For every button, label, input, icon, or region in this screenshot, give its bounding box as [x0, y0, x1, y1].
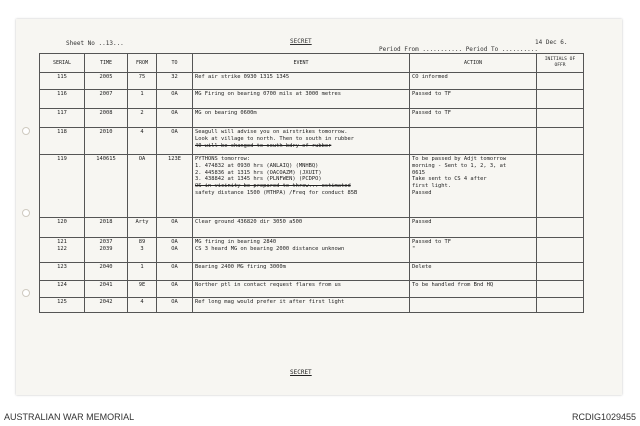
action-cell [410, 263, 537, 281]
to-cell-text: OA [171, 110, 178, 116]
serial-cell-text: 115 [57, 74, 67, 80]
log-table [39, 53, 584, 313]
from-cell-text: Arty [135, 219, 149, 225]
event-line: Look at village to north. Then to south in rubber [195, 135, 355, 142]
event-cell [193, 238, 410, 263]
event-cell [193, 218, 410, 238]
action-line: 0615 [412, 169, 425, 176]
event-cell [193, 128, 410, 155]
to-cell [157, 109, 193, 128]
from-cell [128, 73, 157, 90]
col-initials: INITIALS OF OFFR [537, 54, 584, 73]
to-cell [157, 90, 193, 109]
from-cell [128, 298, 157, 313]
action-cell [410, 128, 537, 155]
event-line: 1. 474832 at 0930 hrs (ANLAIQ) (MNHBQ) [195, 162, 319, 169]
initials-cell [537, 218, 584, 238]
action-cell [410, 73, 537, 90]
action-cell [410, 90, 537, 109]
action-line: Passed to TF [412, 239, 451, 245]
punch-hole [22, 127, 30, 135]
from-cell [128, 155, 157, 218]
serial-cell-text: 120 [57, 219, 67, 225]
to-cell [157, 73, 193, 90]
time-cell-text: 2007 [99, 91, 113, 97]
serial-cell [40, 218, 85, 238]
serial-cell [40, 238, 85, 263]
initials-cell [537, 73, 584, 90]
event-cell [193, 73, 410, 90]
table-header-row [40, 54, 584, 73]
table-row [40, 73, 584, 90]
from-cell-text: 1 [140, 264, 144, 270]
table-row [40, 263, 584, 281]
event-cell [193, 298, 410, 313]
action-cell [410, 298, 537, 313]
to-cell [157, 281, 193, 298]
date: 14 Dec 6. [535, 39, 568, 46]
event-line: Seagull will advise you on airstrikes tomorrow. [195, 129, 348, 135]
table-row [40, 128, 584, 155]
time-cell-text: 2010 [99, 129, 113, 135]
from-cell-text: 4 [140, 299, 144, 305]
serial-cell-text: 121 [57, 239, 67, 245]
event-cell [193, 281, 410, 298]
event-cell [193, 263, 410, 281]
initials-cell [537, 109, 584, 128]
serial-cell-text: 118 [57, 129, 67, 135]
from-cell [128, 128, 157, 155]
table-row [40, 281, 584, 298]
serial-cell-text: 122 [57, 245, 67, 252]
classification-bottom: SECRET [290, 369, 312, 376]
action-line: Take sent to CS 4 after [412, 176, 487, 183]
table-row [40, 109, 584, 128]
document-sheet [16, 19, 622, 395]
sheet-number: Sheet No ..13... [66, 40, 124, 47]
action-line: To be passed by Adjt tomorrow [412, 156, 507, 162]
initials-cell [537, 263, 584, 281]
from-cell-text: 89 [138, 239, 146, 245]
col-to: TO [157, 54, 193, 73]
to-cell [157, 155, 193, 218]
initials-cell [537, 128, 584, 155]
time-cell-text: 140615 [96, 156, 116, 162]
from-cell-text: 4 [140, 129, 144, 135]
action-line: CO informed [412, 74, 448, 80]
action-cell [410, 281, 537, 298]
time-cell [85, 263, 128, 281]
event-line: CS 3 heard MG on bearing 2000 distance unknown [195, 245, 345, 252]
from-cell-text: 3 [140, 245, 144, 252]
serial-cell [40, 73, 85, 90]
event-line: Bearing 2400 MG firing 3000m [195, 264, 286, 270]
from-cell-text: OA [138, 156, 146, 162]
event-line: MG firing in bearing 2840 [195, 239, 277, 245]
time-cell [85, 73, 128, 90]
action-line: Passed [412, 189, 432, 196]
serial-cell [40, 90, 85, 109]
event-line: safety distance 1500 (MTHPA) /Freq for conduct 85B [195, 189, 358, 196]
event-line: Ref air strike 0930 1315 1345 [195, 74, 290, 80]
action-line: morning - Sent to 1, 2, 3, at [412, 162, 507, 169]
punch-hole [22, 289, 30, 297]
time-cell-text: 2018 [99, 219, 113, 225]
time-cell-text: 2042 [99, 299, 113, 305]
time-cell [85, 90, 128, 109]
initials-cell [537, 281, 584, 298]
period-field: Period From ........... Period To .......... [379, 46, 538, 53]
to-cell [157, 263, 193, 281]
event-cell [193, 155, 410, 218]
col-from: FROM [128, 54, 157, 73]
from-cell-text: 9E [138, 282, 146, 288]
from-cell [128, 109, 157, 128]
time-cell-text: 2040 [99, 264, 113, 270]
table-row [40, 90, 584, 109]
table-row [40, 155, 584, 218]
archive-caption: AUSTRALIAN WAR MEMORIAL [4, 412, 135, 422]
to-cell [157, 128, 193, 155]
time-cell-text: 2008 [99, 110, 113, 116]
from-cell [128, 238, 157, 263]
serial-cell-text: 125 [57, 299, 67, 305]
time-cell [85, 281, 128, 298]
from-cell [128, 281, 157, 298]
col-time: TIME [85, 54, 128, 73]
serial-cell [40, 298, 85, 313]
punch-hole [22, 209, 30, 217]
to-cell-text: OA [171, 239, 178, 245]
action-line: Passed [412, 219, 432, 225]
action-line: " [412, 245, 416, 252]
to-cell-text: OA [171, 245, 178, 252]
to-cell [157, 218, 193, 238]
event-line: 2. 445836 at 1315 hrs (OACOAZM) (JXUIT) [195, 169, 322, 176]
event-line: 3. 438842 at 1345 hrs (PLNFWEN) (PCDPO) [195, 176, 322, 183]
to-cell-text: OA [171, 219, 178, 225]
col-serial: SERIAL [40, 54, 85, 73]
action-cell [410, 238, 537, 263]
event-line: OS in vicinity be prepared to throw... estimated [195, 183, 351, 189]
action-line: Passed to TF [412, 91, 451, 97]
to-cell [157, 298, 193, 313]
from-cell [128, 218, 157, 238]
time-cell-text: 2005 [99, 74, 113, 80]
time-cell-text: 2039 [99, 245, 113, 252]
event-cell [193, 109, 410, 128]
event-line: MG on bearing 0600m [195, 110, 257, 116]
serial-cell-text: 123 [57, 264, 67, 270]
action-cell [410, 109, 537, 128]
action-line: first light. [412, 183, 451, 189]
time-cell-text: 2037 [99, 239, 113, 245]
action-line: To be handled from Bnd HQ [412, 282, 494, 288]
col-action: ACTION [410, 54, 537, 73]
serial-cell-text: 117 [57, 110, 67, 116]
serial-cell [40, 155, 85, 218]
initials-cell [537, 90, 584, 109]
event-line: Norther ptl in contact request flares from us [195, 282, 342, 288]
serial-cell [40, 281, 85, 298]
serial-cell-text: 116 [57, 91, 67, 97]
serial-cell [40, 128, 85, 155]
action-cell [410, 218, 537, 238]
time-cell [85, 155, 128, 218]
to-cell-text: 32 [171, 74, 178, 80]
col-event: EVENT [193, 54, 410, 73]
from-cell-text: 75 [138, 74, 146, 80]
event-cell [193, 90, 410, 109]
action-line: Delete [412, 264, 432, 270]
table-row [40, 238, 584, 263]
time-cell [85, 238, 128, 263]
serial-cell [40, 109, 85, 128]
initials-cell [537, 155, 584, 218]
serial-cell-text: 119 [57, 156, 67, 162]
event-line: MG Firing on bearing 0700 mils at 3000 metres [195, 91, 342, 97]
to-cell [157, 238, 193, 263]
time-cell [85, 218, 128, 238]
event-line: 40 will be changed to south bdry of rubber [195, 142, 332, 149]
to-cell-text: OA [171, 91, 178, 97]
to-cell-text: 123E [168, 156, 181, 162]
table-row [40, 218, 584, 238]
event-line: Ref long mag would prefer it after first light [195, 299, 345, 305]
to-cell-text: OA [171, 129, 178, 135]
classification-top: SECRET [290, 38, 312, 45]
table-row [40, 298, 584, 313]
time-cell [85, 298, 128, 313]
serial-cell-text: 124 [57, 282, 67, 288]
event-line: Clear ground 436820 dir 3050 a500 [195, 219, 303, 225]
to-cell-text: OA [171, 264, 178, 270]
from-cell-text: 1 [140, 91, 144, 97]
to-cell-text: OA [171, 299, 178, 305]
event-line: PYTHONS tomorrow: [195, 156, 251, 162]
time-cell [85, 109, 128, 128]
initials-cell [537, 238, 584, 263]
action-line: Passed to TF [412, 110, 451, 116]
serial-cell [40, 263, 85, 281]
to-cell-text: OA [171, 282, 178, 288]
archive-id: RCDIG1029455 [571, 412, 636, 422]
from-cell [128, 90, 157, 109]
from-cell [128, 263, 157, 281]
time-cell [85, 128, 128, 155]
time-cell-text: 2041 [99, 282, 113, 288]
initials-cell [537, 298, 584, 313]
from-cell-text: 2 [140, 110, 144, 116]
action-cell [410, 155, 537, 218]
